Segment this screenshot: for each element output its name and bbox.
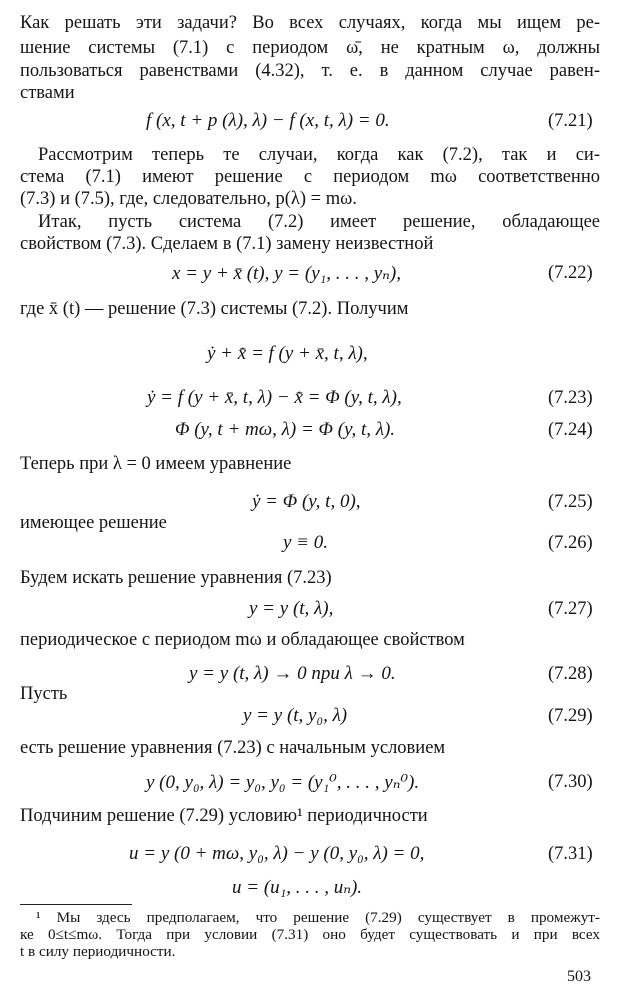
equation-formula: ẏ = f (y + x̄, t, λ) − x̄̇ = Φ (y, t, λ), [147,387,402,408]
equation-formula: u = y (0 + mω, y₀, λ) − y (0, y₀, λ) = 0, [129,843,425,864]
equation-formula: y = y (t, λ) → 0 при λ → 0. [189,663,396,684]
equation-number: (7.26) [548,533,593,553]
equation-number: (7.30) [548,772,593,792]
equation-7-24 [0,419,619,443]
text-line: есть решение уравнения (7.23) с начальным условием [20,738,446,758]
equation-number: (7.25) [548,492,593,512]
text-line: имеющее решение [20,513,167,533]
text-line: Подчиним решение (7.29) условию¹ периодичности [20,806,428,826]
equation-formula: y (0, y₀, λ) = y₀, y₀ = (y₁⁰, . . . , yₙ⁰). [146,772,420,793]
text-line: Рассмотрим теперь те случаи, когда как (7.2), так и си- [38,145,600,165]
text-line: периодическое с периодом mω и обладающее свойством [20,630,465,650]
equation-formula: y = y (t, y₀, λ) [243,705,348,726]
equation-formula: ẏ + x̄̇ = f (y + x̄, t, λ), [207,343,368,364]
equation-7-26 [0,532,619,556]
text-line: Как решать эти задачи? Во всех случаях, когда мы ищем ре- [20,13,600,33]
text-line: Теперь при λ = 0 имеем уравнение [20,454,292,474]
equation-formula: Φ (y, t + mω, λ) = Φ (y, t, λ). [175,419,396,440]
equation-number: (7.24) [548,420,593,440]
page-number: 503 [567,968,591,985]
equation-7-27 [0,598,619,622]
text-line: Пусть [20,684,68,704]
text-line: стема (7.1) имеют решение с периодом mω соответственно [20,167,600,187]
equation-7-29 [0,705,619,729]
equation-number: (7.21) [548,111,593,131]
equation-number: (7.27) [548,599,593,619]
equation-unnumbered [0,343,619,367]
equation-unnumbered [0,876,619,900]
equation-formula: x = y + x̄ (t), y = (y₁, . . . , yₙ), [172,263,401,284]
equation-7-22 [0,262,619,286]
equation-7-23 [0,387,619,411]
footnote-divider [20,904,132,905]
text-line: шение системы (7.1) с периодом ω̄, не кратным ω, должны [20,38,600,58]
footnote-line: ¹ Мы здесь предполагаем, что решение (7.29) существует в промежут- [36,909,600,926]
equation-number: (7.31) [548,844,593,864]
footnote-line: ке 0≤t≤mω. Тогда при условии (7.31) оно будет существовать и при всех [20,926,600,943]
equation-formula: ẏ = Φ (y, t, 0), [252,491,361,512]
text-line: где x̄ (t) — решение (7.3) системы (7.2). Получим [20,299,409,319]
equation-formula: f (x, t + p (λ), λ) − f (x, t, λ) = 0. [146,110,390,131]
equation-7-30 [0,771,619,795]
equation-number: (7.23) [548,388,593,408]
equation-formula: y = y (t, λ), [249,598,334,619]
equation-7-31 [0,843,619,867]
footnote-line: t в силу периодичности. [20,943,176,960]
equation-7-21 [0,110,619,134]
text-line: ствами [20,83,75,103]
equation-number: (7.29) [548,706,593,726]
text-line: пользоваться равенствами (4.32), т. е. в данном случае равен- [20,61,600,81]
text-line: Будем искать решение уравнения (7.23) [20,568,332,588]
equation-number: (7.28) [548,664,593,684]
text-line: Итак, пусть система (7.2) имеет решение, обладающее [38,212,600,232]
text-line: свойством (7.3). Сделаем в (7.1) замену неизвестной [20,234,434,254]
equation-formula: y ≡ 0. [283,532,329,553]
equation-formula: u = (u₁, . . . , uₙ). [232,877,363,898]
text-line: (7.3) и (7.5), где, следовательно, p(λ) = mω. [20,189,357,209]
equation-number: (7.22) [548,263,593,283]
